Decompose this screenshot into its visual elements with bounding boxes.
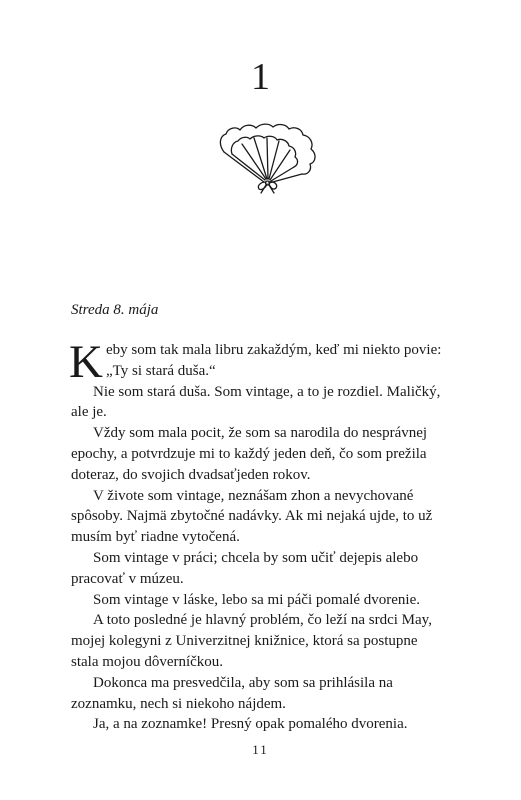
paragraph-6: Som vintage v láske, lebo sa mi páči pomalé dvorenie. [93, 591, 420, 608]
drop-cap: K [69, 336, 103, 388]
chapter-number: 1 [251, 56, 270, 98]
paragraph-7: A toto posledné je hlavný problém, čo leží na srdci May, mojej kolegyni z Univerzitnej knižnice, ktorá sa postupne stala mojou dôverníčkou. [71, 612, 432, 670]
paragraph-2: Nie som stará duša. Som vintage, a to je rozdiel. Maličký, ale je. [71, 383, 441, 421]
paragraph-1-text: eby som tak mala libru zakaždým, keď mi niekto povie: „Ty si stará duša.“ [105, 342, 442, 379]
paragraph-9: Ja, a na zoznamke! Presný opak pomalého dvorenia. [93, 716, 408, 733]
chapter-body [69, 336, 446, 735]
paragraph-4: V živote som vintage, neznášam zhon a nevychované spôsoby. Najmä zbytočné nadávky. Ak mi nejaká ujde, to už musím byť riadne vytočená. [71, 487, 433, 546]
paragraph-8: Dokonca ma presvedčila, aby som sa prihlásila na zoznamku, nech si niekoho nájdem. [71, 674, 393, 712]
paragraph-1 [69, 336, 446, 388]
hand-fan-icon [216, 122, 322, 194]
page-number: 11 [252, 742, 269, 757]
paragraph-5: Som vintage v práci; chcela by som učiť dejepis alebo pracovať v múzeu. [71, 549, 419, 587]
paragraph-3: Vždy som mala pocit, že som sa narodila do nesprávnej epochy, a potvrdzuje mi to každý jeden deň, čo som prežila doteraz, do svojich dvadsaťjeden rokov. [71, 425, 428, 483]
date-heading: Streda 8. mája [71, 302, 159, 318]
